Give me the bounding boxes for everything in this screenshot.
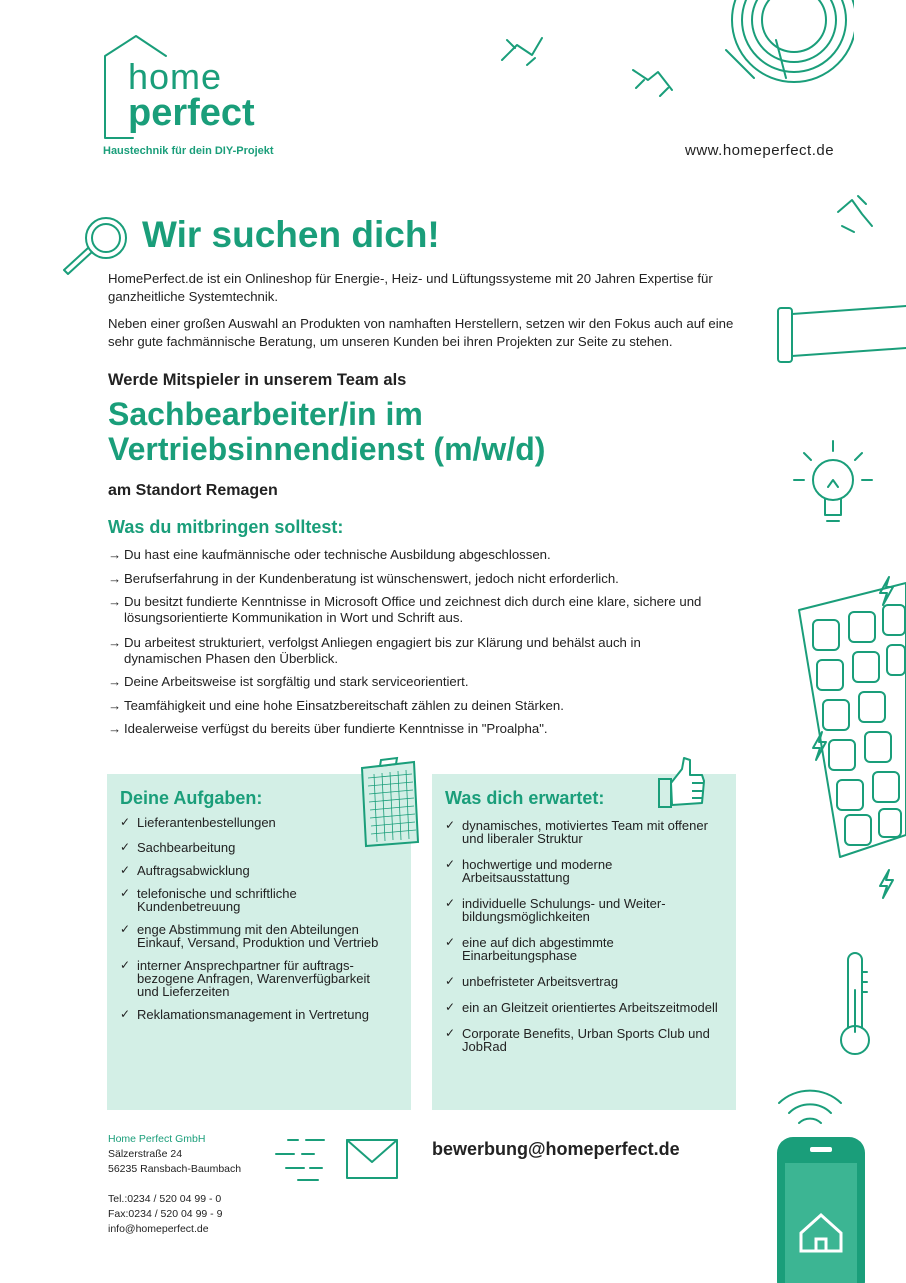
headline: Wir suchen dich! — [142, 214, 440, 255]
phone: Tel.:0234 / 520 04 99 - 0 — [108, 1193, 222, 1205]
list-item-text: Du besitzt fundierte Kenntnisse in Microsoft Office und zeichnest dich durch eine klare, sichere und lösungsorientierte Kommunikation in Wort und Schrift aus. — [124, 594, 702, 625]
company-name: Home Perfect GmbH — [108, 1133, 206, 1145]
radiator-icon — [774, 302, 906, 368]
job-title — [108, 397, 728, 467]
list-item-text: ein an Gleitzeit orientiertes Arbeitszeitmodell — [462, 1000, 718, 1015]
company-address — [108, 1132, 241, 1237]
arrow-icon: → — [108, 721, 122, 736]
check-icon: ✓ — [120, 958, 131, 972]
check-icon: ✓ — [120, 922, 131, 936]
check-icon: ✓ — [445, 974, 456, 988]
smartphone-home-icon — [775, 1135, 870, 1283]
list-item-text: enge Abstimmung mit den Abteilungen Einkauf, Versand, Produktion und Vertrieb — [137, 922, 379, 950]
requirements-title: Was du mitbringen solltest: — [108, 517, 344, 537]
list-item — [120, 816, 395, 829]
offers-title: Was dich erwartet: — [445, 788, 605, 808]
arrow-icon: → — [108, 674, 122, 689]
intro-paragraph-1: HomePerfect.de ist ein Onlineshop für Energie-, Heiz- und Lüftungssysteme mit 20 Jahren Expertise für ganzheitliche Systemtechnik. — [108, 271, 713, 304]
check-icon: ✓ — [445, 896, 456, 910]
list-item-text: Sachbearbeitung — [137, 840, 236, 855]
pipe-fitting-icon — [497, 30, 547, 75]
list-item — [445, 1027, 720, 1053]
arrow-icon: → — [108, 635, 122, 650]
check-icon: ✓ — [445, 857, 456, 871]
check-icon: ✓ — [120, 886, 131, 900]
fax: Fax:0234 / 520 04 99 - 9 — [108, 1208, 223, 1220]
pipe-fitting-icon-2 — [628, 60, 676, 102]
list-item — [445, 936, 720, 962]
list-item — [108, 547, 708, 563]
list-item — [445, 1001, 720, 1014]
check-icon: ✓ — [445, 935, 456, 949]
logo-text-perfect: perfect — [128, 92, 255, 134]
list-item-text: individuelle Schulungs- und Weiter-bildungsmöglichkeiten — [462, 896, 666, 924]
info-email[interactable]: info@homeperfect.de — [108, 1223, 209, 1235]
intro-paragraph-2: Neben einer großen Auswahl an Produkten von namhaften Herstellern, setzen wir den Fokus auch auf eine sehr gute fachmännische Beratung, um unseren Kunden bei ihren Projekten zur Seite zu stehen. — [108, 316, 734, 349]
arrow-icon: → — [108, 697, 122, 713]
list-item — [445, 858, 720, 884]
check-icon: ✓ — [445, 818, 456, 832]
arrow-icon: → — [108, 547, 122, 562]
list-item-text: Reklamationsmanagement in Vertretung — [137, 1007, 369, 1022]
city: 56235 Ransbach-Baumbach — [108, 1163, 242, 1175]
tasks-list — [120, 816, 395, 1021]
list-item-text: Du arbeitest strukturiert, verfolgst Anliegen engagiert bis zur Klärung und behälst auch in dynamischen Phasen den Überblick. — [124, 635, 641, 666]
list-item — [108, 594, 708, 625]
logo-text-home: home — [128, 56, 223, 97]
subheading: Werde Mitspieler in unserem Team als — [108, 371, 407, 389]
envelope-icon — [272, 1136, 402, 1186]
location: am Standort Remagen — [108, 482, 278, 499]
list-item-text: dynamisches, motiviertes Team mit offener und liberaler Struktur — [462, 818, 708, 846]
pipe-fitting-icon-3 — [832, 192, 876, 238]
list-item — [445, 897, 720, 923]
list-item-text: Idealerweise verfügst du bereits über fundierte Kenntnisse in "Proalpha". — [124, 721, 548, 736]
offers-box — [432, 774, 736, 1110]
thermometer-icon — [835, 950, 875, 1060]
hose-reel-icon — [724, 0, 854, 95]
list-item-text: telefonische und schriftliche Kundenbetreuung — [137, 886, 297, 914]
thumbs-up-icon — [656, 755, 708, 811]
list-item-text: Corporate Benefits, Urban Sports Club und JobRad — [462, 1026, 710, 1054]
check-icon: ✓ — [445, 1026, 456, 1040]
website-link[interactable]: www.homeperfect.de — [685, 142, 835, 159]
arrow-icon: → — [108, 594, 122, 609]
list-item-text: Teamfähigkeit und eine hohe Einsatzbereitschaft zählen zu deinen Stärken. — [124, 697, 564, 713]
list-item — [445, 975, 720, 988]
list-item — [120, 887, 395, 913]
list-item — [120, 1008, 395, 1021]
clipboard-icon — [356, 756, 422, 848]
lightning-icon-2 — [808, 730, 830, 762]
list-item — [108, 635, 708, 666]
application-email[interactable]: bewerbung@homeperfect.de — [432, 1139, 680, 1159]
spacer — [108, 1177, 241, 1192]
list-item-text: Deine Arbeitsweise ist sorgfältig und stark serviceorientiert. — [124, 674, 469, 689]
list-item-text: Berufserfahrung in der Kundenberatung ist wünschenswert, jedoch nicht erforderlich. — [124, 570, 619, 586]
list-item — [120, 841, 395, 854]
check-icon: ✓ — [445, 1000, 456, 1014]
wifi-icon — [775, 1085, 845, 1130]
tasks-title: Deine Aufgaben: — [120, 788, 263, 808]
list-item — [108, 698, 708, 714]
list-item-text: Du hast eine kaufmännische oder technische Ausbildung abgeschlossen. — [124, 547, 551, 562]
list-item — [120, 923, 395, 949]
solar-panel-icon — [795, 575, 906, 865]
job-title-line-1: Sachbearbeiter/in im — [108, 396, 423, 432]
list-item — [108, 721, 708, 737]
tagline: Haustechnik für dein DIY-Projekt — [103, 145, 274, 157]
list-item — [108, 571, 708, 587]
list-item — [120, 959, 395, 998]
check-icon: ✓ — [120, 815, 131, 829]
arrow-icon: → — [108, 570, 122, 586]
list-item-text: unbefristeter Arbeitsvertrag — [462, 974, 619, 989]
job-title-line-2: Vertriebsinnendienst (m/w/d) — [108, 431, 546, 467]
offers-list — [445, 819, 720, 1053]
check-icon: ✓ — [120, 1007, 131, 1021]
list-item — [108, 674, 708, 690]
list-item — [120, 864, 395, 877]
light-bulb-icon — [790, 435, 876, 535]
requirements-list — [108, 547, 708, 737]
list-item-text: eine auf dich abgestimmte Einarbeitungsphase — [462, 935, 614, 963]
lightning-icon — [875, 575, 897, 607]
list-item-text: hochwertige und moderne Arbeitsausstattung — [462, 857, 613, 885]
street: Sälzerstraße 24 — [108, 1148, 183, 1160]
list-item — [445, 819, 720, 845]
check-icon: ✓ — [120, 863, 131, 877]
check-icon: ✓ — [120, 840, 131, 854]
list-item-text: Auftragsabwicklung — [137, 863, 250, 878]
list-item-text: interner Ansprechpartner für auftrags-bezogene Anfragen, Warenverfügbarkeit und Lieferzeiten — [137, 958, 370, 999]
list-item-text: Lieferantenbestellungen — [137, 815, 276, 830]
lightning-icon-3 — [875, 868, 897, 900]
